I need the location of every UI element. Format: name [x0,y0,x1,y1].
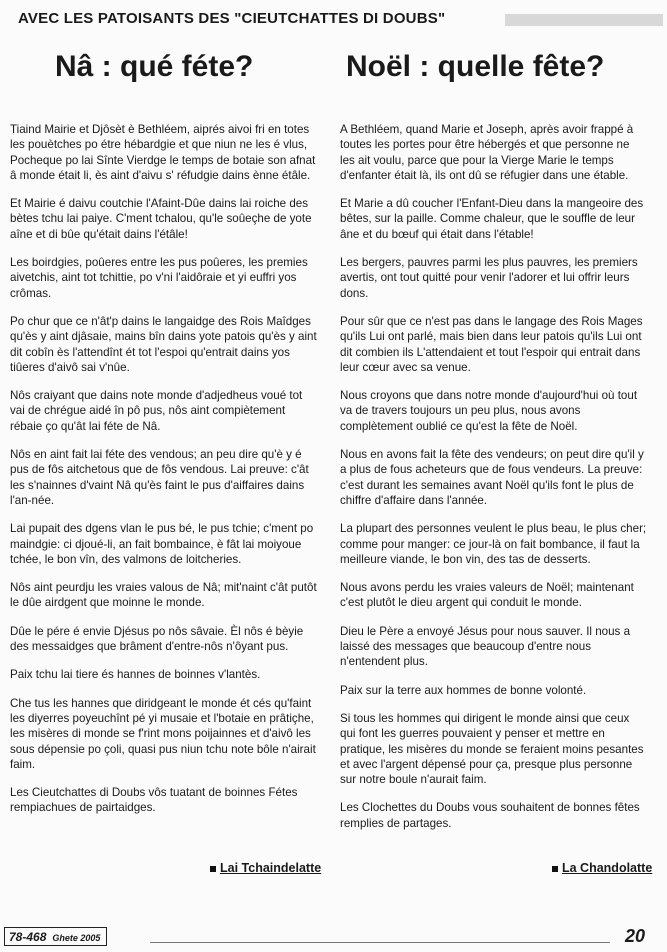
page-number: 20 [624,926,645,946]
footer-month: Ghete 2005 [52,933,101,943]
left-paragraph: Paix tchu lai tiere és hannes de boinnes v'lantès. [10,668,261,682]
left-paragraph: Po chur que ce n'ât'p dains le langaidge des Rois Maîdges qu'ès y aint djâsaie, mains bîn dains yote patois qu'ès y aint dit cobîn ès l'attendînt ét tot l'espoi qu'entrait dains yos tiûeres d'aivô sai v'nûe. [10,314,317,374]
left-paragraph: Che tus les hannes que diridgeant le monde ét cés qu'faint les diyerres poyeuchînt pé yi musaie et l'botaie en prâtiçhe, les misères di monde se f'rint mons poijainnes et d'aivô les sous dépensie po çoli, quasi pus niun tchu note bôle n'airait faim. [10,696,316,771]
footer-rule [150,942,610,943]
right-paragraph: Les bergers, pauvres parmi les plus pauvres, les premiers avertis, ont tout quitté pour venir l'adorer et lui offrir leurs dons. [340,256,638,300]
left-paragraph: Nôs en aint fait lai féte des vendous; an peu dire qu'è y é pus de fôs aitchetous que de fôs vendous. Lai preuve: c'ât les s'nainnes d'vaint Nâ qu'ès faint le pus d'aiffaires dains l'an-née. [10,448,309,507]
square-bullet-icon [210,866,216,872]
right-paragraph: La plupart des personnes veulent le plus beau, le plus cher; comme pour manger: ce jour-là on fait bombance, il faut la meilleure viande, le bon vin, des tas de desserts. [340,522,647,566]
left-paragraph: Tiaind Mairie et Djôsèt è Bethléem, aiprés aivoi fri en totes les pouètches po étre hébardgie et que niun ne les é vlus, Pocheque po lai Sînte Vierdge le temps de botaie son afnat â monde était li, ès aint d'aivu s' réfudgie dains ènne étâle. [10,123,316,182]
left-paragraph: Les boirdgies, poûeres entre les pus poûeres, les premies aivetchis, aint tot tchittie, po v'ni l'aidôraie et yi euffri yos crômas. [10,256,308,300]
right-paragraph: Paix sur la terre aux hommes de bonne volonté. [340,683,587,697]
left-paragraph: Dûe le pére é envie Djésus po nôs sâvaie. Èl nôs é bèyie des messaidges que brâment d'entre-nôs n'ôyant pus. [10,624,304,654]
right-paragraph: Les Clochettes du Doubs vous souhaitent de bonnes fêtes remplies de partages. [340,801,640,830]
left-paragraph: Et Mairie é daivu coutchie l'Afaint-Dûe dains lai roiche des bètes tchu lai paiye. C'ment tchalou, qu'le soûeçhe de yote aîne et di bûe qu'était dains l'étâle! [10,197,312,241]
right-title: Noël : quelle fête? [346,50,605,83]
left-paragraph: Nôs aint peurdju les vraies valous de Nâ; mit'naint c'ât putôt le dûe airdgent que moinne le monde. [10,581,317,610]
left-paragraph: Les Cieutchattes di Doubs vôs tuatant de boinnes Fétes rempiachues de pairtaidges. [10,786,298,815]
right-paragraph: Nous avons perdu les vraies valeurs de Noël; maintenant c'est plutôt le dieu argent qui conduit le monde. [340,581,634,610]
header-decor-bar [505,14,663,26]
footer-issue: 78-468 [9,930,47,944]
right-column [340,122,647,844]
right-paragraph: Si tous les hommes qui dirigent le monde ainsi que ceux qui font les guerres pouvaient y penser et mettre en pratique, les misères du monde se feraient moins pesantes et avec l'argent dépensé pour ça, presque plus personne sur notre boule n'aurait faim. [340,711,644,787]
footer-issue-box [4,927,107,946]
square-bullet-icon [552,866,558,872]
left-signature [210,861,321,875]
left-paragraph: Nôs craiyant que dains note monde d'adjedheus voué tot vai de chrégue aidé în pô pus, nôs aint compiètement rébaie ço qu'ât lai féte de Nâ. [10,389,303,433]
right-paragraph: Nous en avons fait la fête des vendeurs; on peut dire qu'il y a plus de fous acheteurs que de fous vendeurs. La preuve: c'est durant les semaines avant Noël qu'ils font le plus de chiffre d'affaire dans l'année. [340,448,644,507]
left-signature-text: Lai Tchaindelatte [220,861,322,875]
right-signature-text: La Chandolatte [562,861,653,875]
left-paragraph: Lai pupait des dgens vlan le pus bé, le pus tchie; c'ment po maindgie: ci djoué-li, an fait bombaince, è fât lai moiyoue tchée, le bon vîn, des valmons de loitcheries. [10,522,314,566]
left-title: Nâ : qué féte? [55,50,254,83]
right-paragraph: Pour sûr que ce n'est pas dans le langage des Rois Mages qu'ils Lui ont parlé, mais bien dans leur patois qu'ils Lui ont dit combien ils L'attendaient et tout l'espoir qui entrait dans leur cœur avec sa venue. [340,314,643,374]
right-paragraph: A Bethléem, quand Marie et Joseph, après avoir frappé à toutes les portes pour être hébergés et que personne ne les ait voulu, parce que pour la Vierge Marie le temps d'enfanter était là, ils ont dû se réfugier dans une étable. [340,123,634,182]
right-signature [552,861,652,875]
right-paragraph: Dieu le Père a envoyé Jésus pour nous sauver. Il nous a laissé des messages que beaucoup d'entre nous n'entendent plus. [340,624,631,669]
section-header: AVEC LES PATOISANTS DES "CIEUTCHATTES DI DOUBS" [18,10,446,27]
right-paragraph: Et Marie a dû coucher l'Enfant-Dieu dans la mangeoire des bêtes, sur la paille. Comme chaleur, que le souffle de leur âne et du bœuf qui était dans l'étable! [340,197,644,241]
left-column [10,122,317,829]
right-paragraph: Nous croyons que dans notre monde d'aujourd'hui où tout va de travers toujours un peu plus, nous avons complètement oublié ce qu'est la fête de Noël. [340,389,638,433]
